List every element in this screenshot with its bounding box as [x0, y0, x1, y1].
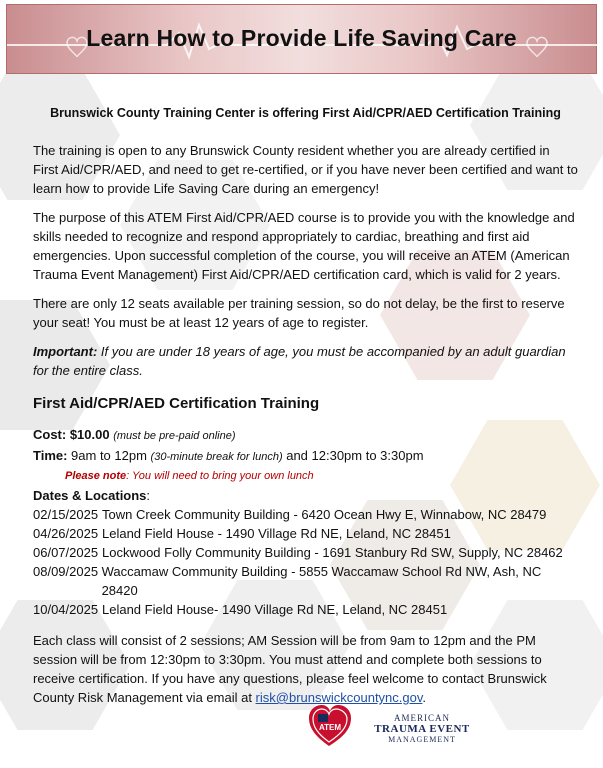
session-location: Leland Field House - 1490 Village Rd NE, Leland, NC 28451: [102, 526, 451, 541]
section-title: First Aid/CPR/AED Certification Training: [33, 395, 320, 412]
please-note-text: : You will need to bring your own lunch: [126, 470, 314, 482]
header-banner: [6, 4, 597, 74]
purpose-paragraph: The purpose of this ATEM First Aid/CPR/AED course is to provide you with the knowledge and skills needed to recognize and respond appropriately to cardiac, breathing and first aid emergencies. Upon successful completion of the course, you will receive an ATEM (American Trauma Event Management) First Aid/CPR/AED certification card, which is valid for 2 years.: [33, 210, 575, 282]
time-value-am: 9am to 12pm: [67, 448, 151, 463]
cost-label: Cost:: [33, 427, 67, 442]
dates-label: Dates & Locations: [33, 488, 147, 503]
closing-end: .: [422, 690, 427, 705]
session-location: Lockwood Folly Community Building - 1691 Stanbury Rd SW, Supply, NC 28462: [102, 545, 563, 560]
session-location: Leland Field House- 1490 Village Rd NE, Leland, NC 28451: [102, 602, 448, 617]
time-label: Time:: [33, 448, 68, 463]
locations-list: [33, 505, 578, 619]
closing-paragraph: [33, 631, 578, 707]
dates-heading: [33, 486, 578, 505]
session-location: Town Creek Community Building - 6420 Ocean Hwy E, Winnabow, NC 28479: [102, 507, 547, 522]
logo-badge-text: ATEM: [318, 723, 342, 732]
email-link[interactable]: risk@brunswickcountync.gov: [255, 690, 423, 705]
seats-paragraph: There are only 12 seats available per training session, so do not delay, be the first to reserve your seat! You must be at least 12 years of age to register.: [33, 296, 565, 330]
session-date: 04/26/2025: [33, 526, 99, 541]
time-note: (30-minute break for lunch): [150, 451, 283, 463]
page-title: Learn How to Provide Life Saving Care: [86, 25, 517, 51]
atem-wordmark: [362, 713, 482, 745]
important-paragraph: [33, 342, 578, 380]
logo-line-1: AMERICAN: [393, 713, 450, 723]
time-line: [33, 446, 578, 467]
dates-colon: :: [146, 488, 151, 503]
list-item: [33, 600, 578, 619]
intro-paragraph: The training is open to any Brunswick County resident whether you are already certified in First Aid/CPR/AED, and need to get re-certified, or if you have never been certified and want to learn how to provide Life Saving Care during an emergency!: [33, 143, 578, 196]
cost-line: [33, 425, 578, 446]
session-date: 06/07/2025: [33, 545, 99, 560]
subtitle: Brunswick County Training Center is offering First Aid/CPR/AED Certification Training: [50, 106, 561, 120]
important-label: Important:: [33, 344, 98, 359]
session-date: 02/15/2025: [33, 507, 99, 522]
list-item: [33, 562, 578, 600]
cost-value: $10.00: [66, 427, 110, 442]
list-item: [33, 524, 578, 543]
please-note-label: Please note: [65, 470, 127, 482]
list-item: [33, 543, 578, 562]
logo-line-3: MANAGEMENT: [388, 735, 456, 744]
lunch-note: [65, 467, 578, 486]
flyer-body: [33, 104, 578, 717]
list-item: [33, 505, 578, 524]
session-date: 10/04/2025: [33, 602, 99, 617]
important-text: If you are under 18 years of age, you must be accompanied by an adult guardian for the entire class.: [33, 344, 566, 378]
logo-line-2: TRAUMA EVENT: [374, 723, 470, 735]
session-location: Waccamaw Community Building - 5855 Waccamaw School Rd NW, Ash, NC 28420: [101, 564, 542, 598]
session-date: 08/09/2025: [33, 564, 99, 579]
cost-note: (must be pre-paid online): [113, 430, 236, 442]
time-value-pm: and 12:30pm to 3:30pm: [282, 448, 424, 463]
closing-text: Each class will consist of 2 sessions; AM Session will be from 9am to 12pm and the PM session will be from 12:30pm to 3:30pm. You must attend and complete both sessions to receive certification. If you have any questions, please feel welcome to contact Brunswick County Risk Management via email at: [33, 633, 547, 705]
